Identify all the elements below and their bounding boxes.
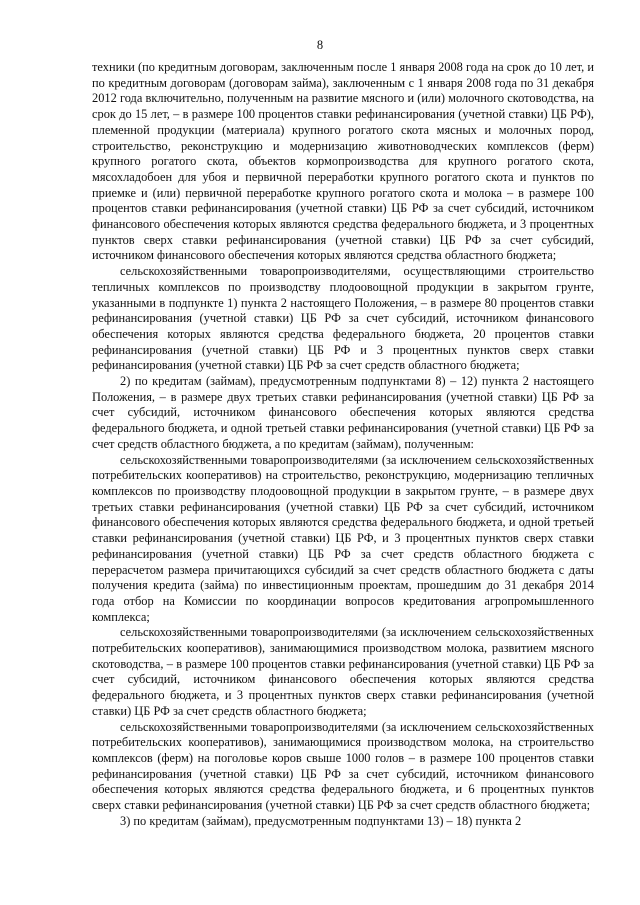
- paragraph: сельскохозяйственными товаропроизводителями, осуществляющими строительство тепличных комплексов по производству плодоовощной продукции в закрытом грунте, указанными в подпункте 1) пункта 2 настоящего Положения, – в размере 80 процентов ставки рефинансирования (учетной ставки) ЦБ РФ за счет субсидий, источником финансового обеспечения которых являются средства федерального бюджета, 20 процентов ставки рефинансирования (учетной ставки) ЦБ РФ и 3 процентных пунктов сверх ставки рефинансирования (учетной ставки) ЦБ РФ за счет средств областного бюджета;: [92, 264, 594, 373]
- paragraph: 3) по кредитам (займам), предусмотренным подпунктами 13) – 18) пункта 2: [120, 813, 522, 828]
- page-number: 8: [316, 38, 324, 52]
- paragraph: сельскохозяйственными товаропроизводителями (за исключением сельскохозяйственных потребительских кооперативов), занимающимися производством молока, на строительство комплексов (ферм) на поголовье коров свыше 1000 голов – в размере 100 процентов ставки рефинансирования (учетной ставки) ЦБ РФ за счет субсидий, источником финансового обеспечения которых являются средства федерального бюджета, и 6 процентных пунктов сверх ставки рефинансирования (учетной ставки) ЦБ РФ за счет средств областного бюджета;: [92, 719, 594, 813]
- document-body: [92, 60, 594, 829]
- paragraph: 2) по кредитам (займам), предусмотренным подпунктами 8) – 12) пункта 2 настоящего Положения, – в размере двух третьих ставки рефинансирования (учетной ставки) ЦБ РФ за счет субсидий, источником финансового обеспечения которых являются средства федерального бюджета, и одной третьей ставки рефинансирования (учетной ставки) ЦБ РФ за счет средств областного бюджета, а по кредитам (займам), полученным:: [92, 374, 594, 451]
- paragraph: сельскохозяйственными товаропроизводителями (за исключением сельскохозяйственных потребительских кооперативов), занимающимися производством молока, развитием мясного скотоводства, – в размере 100 процентов ставки рефинансирования (учетной ставки) ЦБ РФ за счет субсидий, источником финансового обеспечения которых являются средства федерального бюджета, и 3 процентных пунктов сверх ставки рефинансирования (учетной ставки) ЦБ РФ за счет средств областного бюджета;: [92, 625, 594, 718]
- paragraph: сельскохозяйственными товаропроизводителями (за исключением сельскохозяйственных потребительских кооперативов) на строительство, реконструкцию, модернизацию тепличных комплексов по производству плодоовощной продукции в закрытом грунте, – в размере двух третьих ставки рефинансирования (учетной ставки) ЦБ РФ за счет субсидий, источником финансового обеспечения которых являются средства федерального бюджета, и одной третьей ставки рефинансирования (учетной ставки) ЦБ РФ, и 3 процентных пунктов сверх ставки рефинансирования (учетной ставки) ЦБ РФ за счет средств областного бюджета с перерасчетом размера причитающихся субсидий за счет средств областного бюджета с даты получения кредита (займа) по инвестиционным проектам, прошедшим до 31 декабря 2014 года отбор на Комиссии по координации вопросов кредитования агропромышленного комплекса;: [92, 452, 594, 624]
- paragraph: техники (по кредитным договорам, заключенным после 1 января 2008 года на срок до 10 лет, и по кредитным договорам (договорам займа), заключенным с 1 января 2008 года по 31 декабря 2012 года включительно, полученным на развитие мясного и (или) молочного скотоводства, на срок до 15 лет, – в размере 100 процентов ставки рефинансирования (учетной ставки) ЦБ РФ), племенной продукции (материала) крупного рогатого скота мясных и молочных пород, строительство, реконструкцию и модернизацию животноводческих комплексов (ферм) крупного рогатого скота, объектов кормопроизводства для крупного рогатого скота, мясохладобоен для убоя и первичной переработки крупного рогатого скота и пунктов по приемке и (или) первичной переработке крупного рогатого скота и молока – в размере 100 процентов ставки рефинансирования (учетной ставки) ЦБ РФ за счет субсидий, источником финансового обеспечения которых являются средства федерального бюджета, и 3 процентных пунктов сверх ставки рефинансирования (учетной ставки) ЦБ РФ за счет субсидий, источником финансового обеспечения которых являются средства областного бюджета;: [92, 60, 594, 263]
